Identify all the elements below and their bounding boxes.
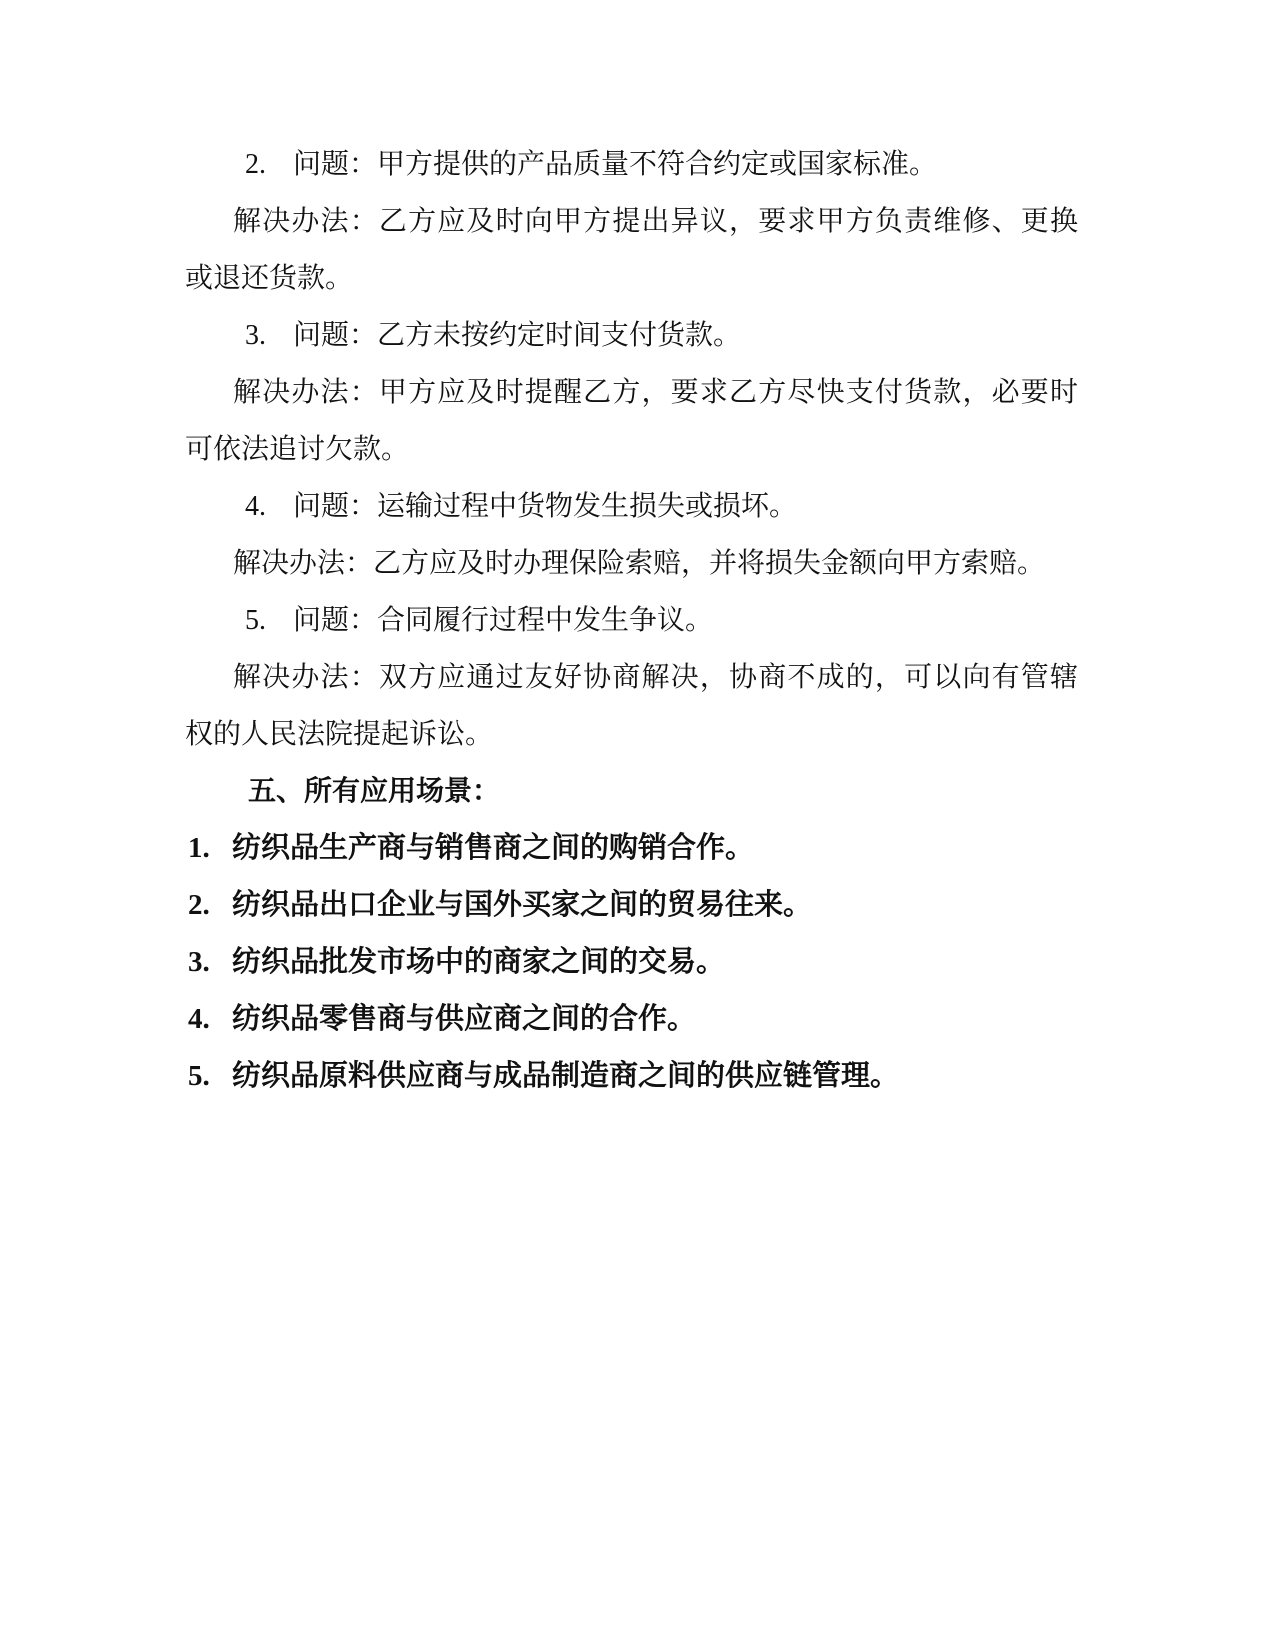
problem-text: 问题：乙方未按约定时间支付货款。 [293, 320, 742, 351]
scenario-number: 5. [188, 1060, 210, 1092]
problem-number: 4. [245, 491, 266, 522]
scenario-text: 纺织品原料供应商与成品制造商之间的供应链管理。 [232, 1060, 900, 1092]
solution-line: 解决办法：乙方应及时办理保险索赔，并将损失金额向甲方索赔。 [233, 548, 1046, 579]
problem-number: 2. [245, 149, 266, 180]
problem-text: 问题：合同履行过程中发生争议。 [293, 605, 714, 636]
problem-text: 问题：运输过程中货物发生损失或损坏。 [293, 491, 798, 522]
solution-line: 解决办法：乙方应及时向甲方提出异议，要求甲方负责维修、更换 [233, 206, 1078, 237]
scenario-item-4 [188, 991, 1078, 1048]
problem-item-3 [245, 307, 1078, 364]
solution-line: 解决办法：双方应通过友好协商解决，协商不成的，可以向有管辖 [233, 662, 1078, 693]
document-content [185, 136, 1078, 1105]
problem-text: 问题：甲方提供的产品质量不符合约定或国家标准。 [293, 149, 938, 180]
scenario-text: 纺织品生产商与销售商之间的购销合作。 [232, 832, 755, 864]
scenario-text: 纺织品零售商与供应商之间的合作。 [232, 1003, 697, 1035]
scenario-item-2 [188, 877, 1078, 934]
problem-number: 3. [245, 320, 266, 351]
scenario-number: 1. [188, 832, 210, 864]
scenario-number: 2. [188, 889, 210, 921]
scenario-number: 4. [188, 1003, 210, 1035]
solution-continuation-line: 或退还货款。 [185, 263, 354, 294]
problem-item-4 [245, 478, 1078, 535]
section-heading-scenarios: 五、所有应用场景： [248, 776, 501, 807]
problem-number: 5. [245, 605, 266, 636]
problem-item-5 [245, 592, 1078, 649]
problem-item-2 [245, 136, 1078, 193]
solution-continuation-line: 可依法追讨欠款。 [185, 434, 410, 465]
scenario-number: 3. [188, 946, 210, 978]
scenario-text: 纺织品出口企业与国外买家之间的贸易往来。 [232, 889, 813, 921]
scenario-item-1 [188, 820, 1078, 877]
scenario-item-5 [188, 1048, 1078, 1105]
solution-line: 解决办法：甲方应及时提醒乙方，要求乙方尽快支付货款，必要时 [233, 377, 1078, 408]
scenario-text: 纺织品批发市场中的商家之间的交易。 [232, 946, 726, 978]
solution-continuation-line: 权的人民法院提起诉讼。 [185, 719, 494, 750]
scenario-item-3 [188, 934, 1078, 991]
